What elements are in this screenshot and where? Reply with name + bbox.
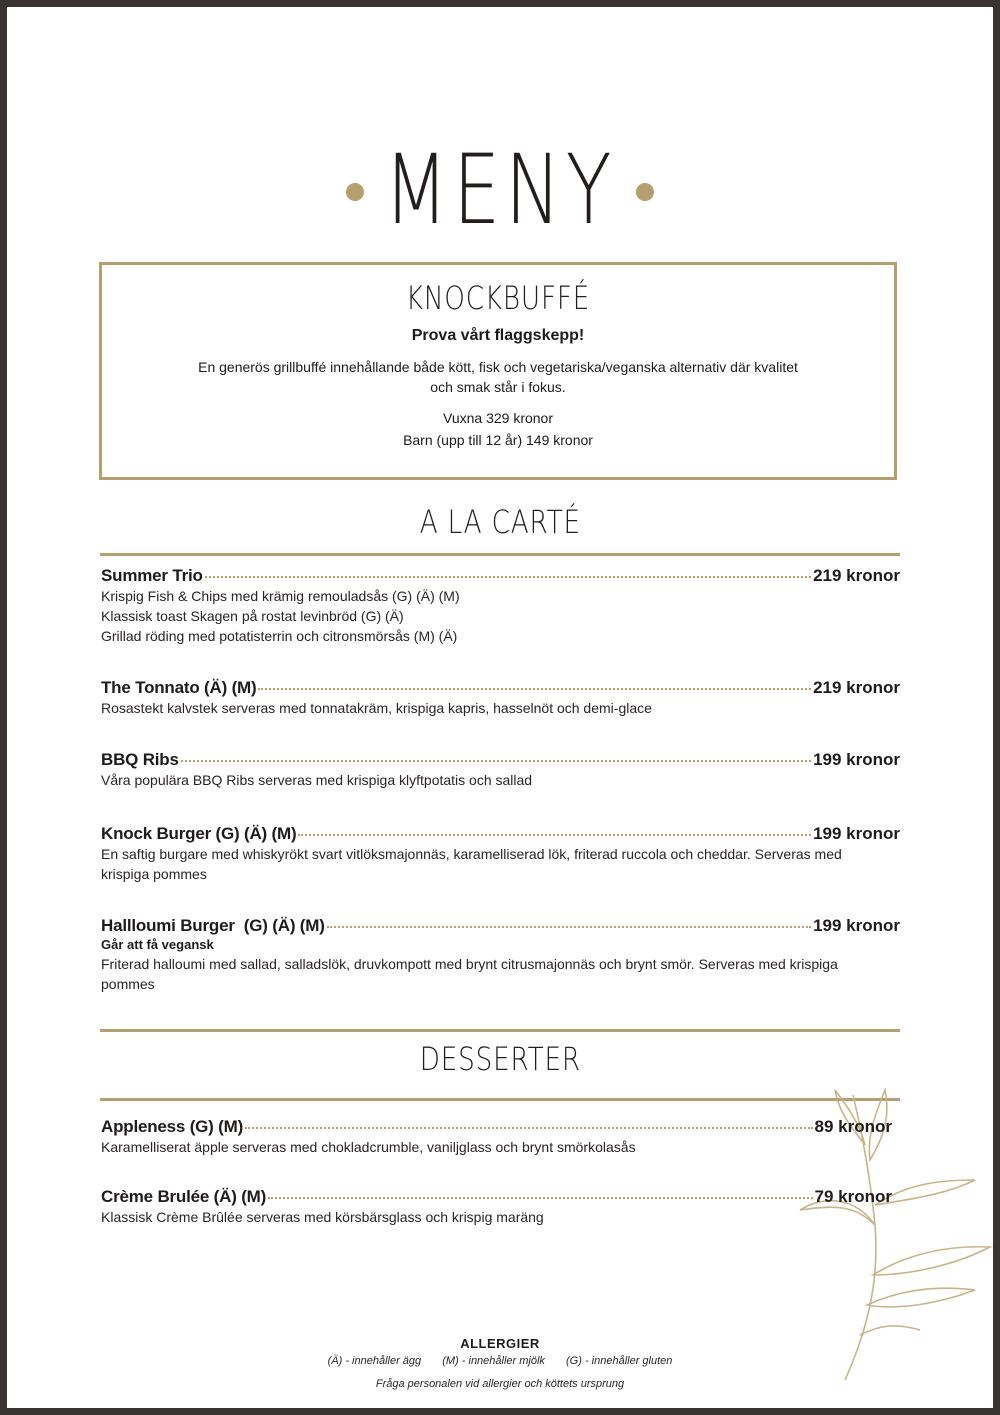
dot-leader — [298, 833, 811, 836]
menu-item-price: 199 kronor — [813, 824, 900, 843]
menu-item-name: Hallloumi Burger (G) (Ä) (M) — [101, 916, 325, 935]
buffet-price-child: Barn (upp till 12 år) 149 kronor — [403, 432, 593, 448]
alacarte-heading-text: A LA CARTÉ — [419, 503, 581, 541]
menu-item-row — [101, 1117, 892, 1137]
menu-item-row — [101, 1187, 892, 1207]
desserter-heading — [0, 1040, 1000, 1078]
title-row — [0, 134, 1000, 246]
menu-item-desc: Friterad halloumi med sallad, salladslök, druvkompott med brynt citrusmajonnäs och brynt smör. Serveras med krispiga — [101, 956, 838, 972]
allergy-legend-gluten: (G) - innehåller gluten — [566, 1355, 673, 1367]
menu-item-price: 199 kronor — [813, 916, 900, 935]
allergy-legend-milk: (M) - innehåller mjölk — [442, 1355, 545, 1367]
menu-item — [101, 1187, 892, 1227]
desserter-heading-text: DESSERTER — [419, 1040, 581, 1078]
menu-item — [101, 566, 900, 646]
menu-item — [101, 678, 900, 718]
menu-item-price: 219 kronor — [813, 678, 900, 697]
buffet-description: En generös grillbuffé innehållande både kött, fisk och vegetariska/veganska alternativ där kvalitet och smak står i fokus. — [198, 359, 798, 395]
menu-item-desc: Grillad röding med potatisterrin och citronsmörsås (M) (Ä) — [101, 628, 458, 644]
menu-item-desc: Klassisk toast Skagen på rostat levinbröd (G) (Ä) — [101, 608, 404, 624]
menu-item-name: Summer Trio — [101, 566, 203, 585]
buffet-subtitle: Prova vårt flaggskepp! — [411, 327, 585, 344]
menu-item-desc: krispiga pommes — [101, 866, 207, 882]
alacarte-heading — [0, 503, 1000, 541]
menu-item-row — [101, 824, 900, 844]
allergy-legend-egg: (Ä) - innehåller ägg — [327, 1355, 422, 1367]
desserter-top-divider — [100, 1029, 900, 1032]
menu-item-desc: Våra populära BBQ Ribs serveras med krispiga klyftpotatis och sallad — [101, 772, 533, 788]
allergies-note: Fråga personalen vid allergier och köttets ursprung — [375, 1378, 625, 1390]
buffet-price-adult: Vuxna 329 kronor — [443, 410, 553, 426]
menu-item-desc: En saftig burgare med whiskyrökt svart vitlöksmajonnäs, karamelliserad lök, friterad ruccola och cheddar. Serveras med — [101, 846, 842, 862]
menu-item-price: 199 kronor — [813, 750, 900, 769]
allergies-title: ALLERGIER — [460, 1336, 540, 1351]
menu-item-row — [101, 750, 900, 770]
menu-item — [101, 824, 900, 884]
menu-item-row — [101, 678, 900, 698]
buffet-title: KNOCKBUFFÉ — [405, 279, 591, 317]
menu-item-desc: Rosastekt kalvstek serveras med tonnatakräm, krispiga kapris, hasselnöt och demi-glace — [101, 700, 652, 716]
menu-item-desc: Krispig Fish & Chips med krämig remouladsås (G) (Ä) (M) — [101, 588, 460, 604]
buffet-box — [99, 262, 897, 480]
menu-item-desc: Klassisk Crème Brûlée serveras med körsbärsglass och krispig maräng — [101, 1209, 544, 1225]
dot-leader — [205, 575, 811, 578]
dot-leader — [327, 925, 811, 928]
menu-item-desc: pommes — [101, 976, 155, 992]
dot-leader — [245, 1126, 812, 1129]
title-right-dot — [636, 183, 654, 201]
alacarte-top-divider — [100, 553, 900, 556]
menu-item-name: Crème Brulée (Ä) (M) — [101, 1187, 267, 1206]
menu-item-price: 219 kronor — [813, 566, 900, 585]
menu-item-row — [101, 916, 900, 936]
dot-leader — [268, 1196, 812, 1199]
dot-leader — [181, 759, 811, 762]
dot-leader — [258, 687, 811, 690]
menu-item-name: Appleness (G) (M) — [101, 1117, 244, 1136]
menu-item-desc: Karamelliserat äpple serveras med chokladcrumble, vaniljglass och brynt smörkolasås — [101, 1139, 636, 1155]
page-title: MENY — [383, 134, 617, 246]
menu-item — [101, 1117, 892, 1157]
menu-item-note: Går att få vegansk — [101, 937, 214, 952]
menu-item-price: 89 kronor — [814, 1117, 892, 1136]
menu-item-name: Knock Burger (G) (Ä) (M) — [101, 824, 297, 843]
menu-item-name: BBQ Ribs — [101, 750, 179, 769]
menu-item-row — [101, 566, 900, 586]
menu-item-name: The Tonnato (Ä) (M) — [101, 678, 257, 697]
allergies-legend — [0, 1355, 1000, 1367]
menu-item — [101, 916, 900, 994]
menu-item-price: 79 kronor — [814, 1187, 892, 1206]
menu-item — [101, 750, 900, 790]
desserter-bottom-divider — [100, 1098, 900, 1101]
